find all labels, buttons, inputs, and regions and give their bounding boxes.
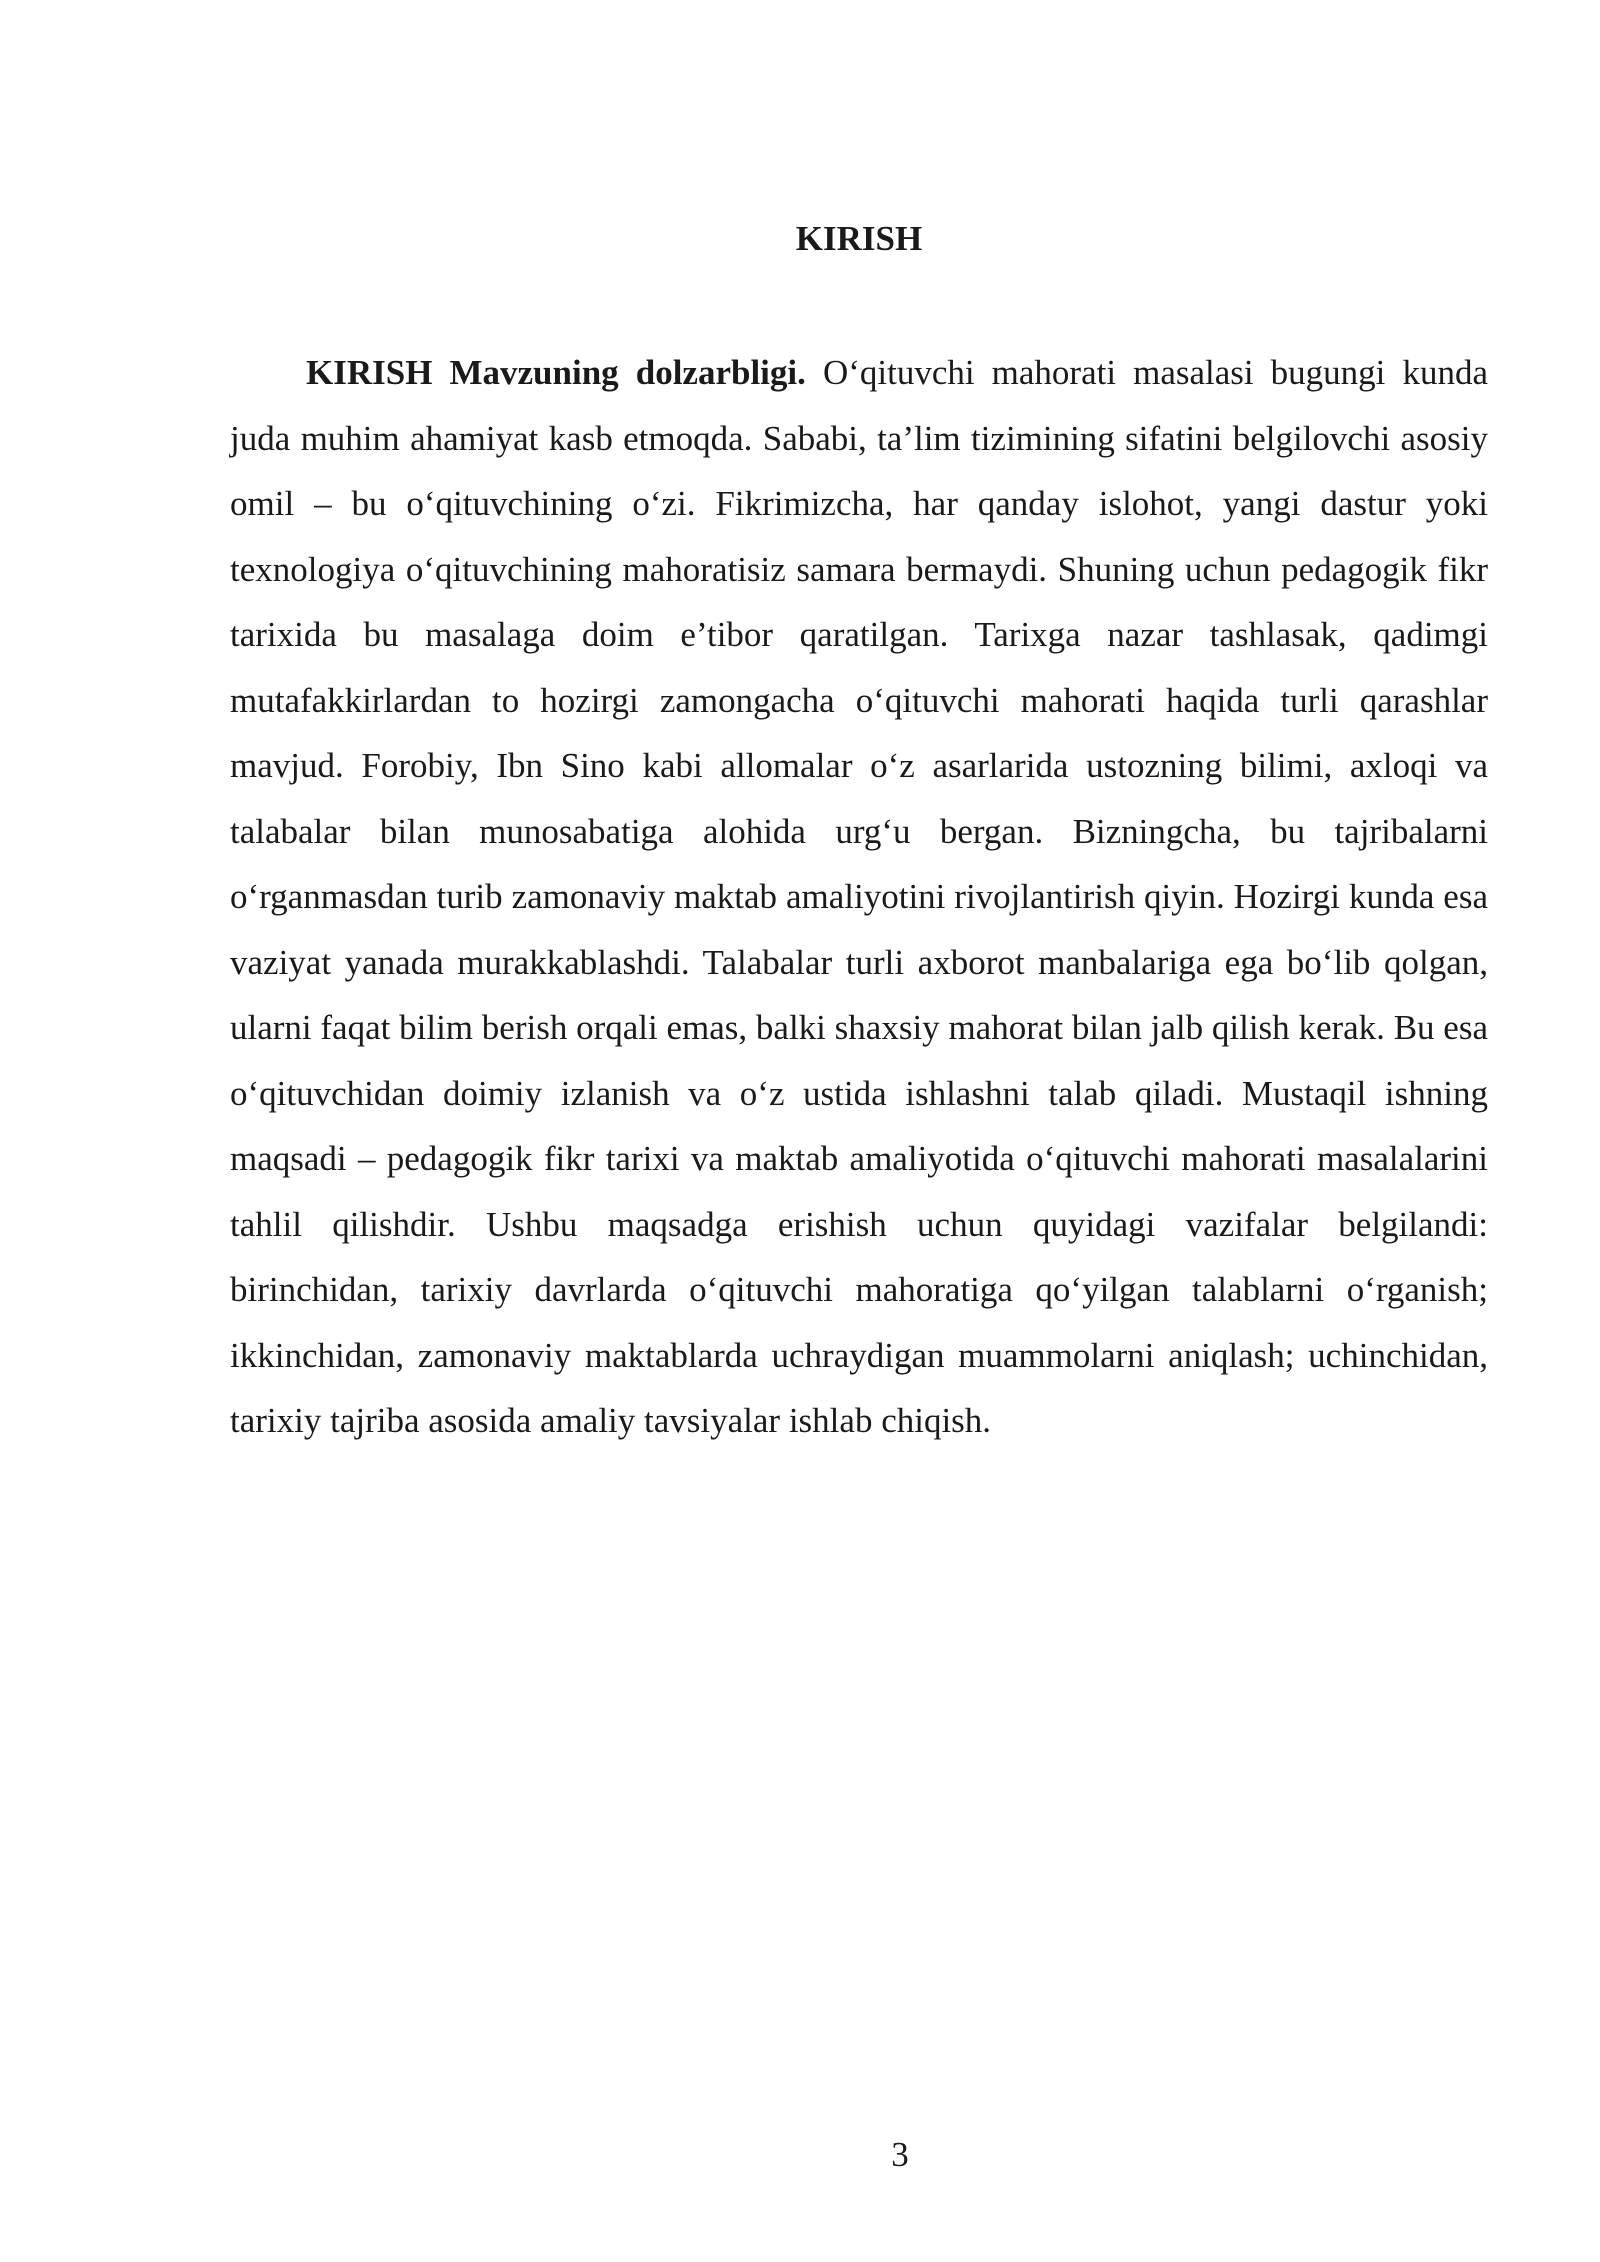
paragraph-lead: KIRISH Mavzuning dolzarbligi.	[306, 353, 806, 392]
section-heading: KIRISH	[795, 219, 923, 258]
page-number: 3	[891, 2135, 909, 2174]
paragraph-text: O‘qituvchi mahorati masalasi bugungi kunda juda muhim ahamiyat kasb etmoqda. Sababi, ta’lim tizimining sifatini belgilovchi asosiy omil – bu o‘qituvchining o‘zi. Fikrimizcha, har qanday islohot, yangi dastur yoki texnologiya o‘qituvchining mahoratisiz samara bermaydi. Shuning uchun pedagogik fikr tarixida bu masalaga doim e’tibor qaratilgan. Tarixga nazar tashlasak, qadimgi mutafakkirlardan to hozirgi zamongacha o‘qituvchi mahorati haqida turli qarashlar mavjud. Forobiy, Ibn Sino kabi allomalar o‘z asarlarida ustozning bilimi, axloqi va talabalar bilan munosabatiga alohida urg‘u bergan. Bizningcha, bu tajribalarni o‘rganmasdan turib zamonaviy maktab amaliyotini rivojlantirish qiyin. Hozirgi kunda esa vaziyat yanada murakkablashdi. Talabalar turli axborot manbalariga ega bo‘lib qolgan, ularni faqat bilim berish orqali emas, balki shaxsiy mahorat bilan jalb qilish kerak. Bu esa o‘qituvchidan doimiy izlanish va o‘z ustida ishlashni talab qiladi. Mustaqil ishning maqsadi – pedagogik fikr tarixi va maktab amaliyotida o‘qituvchi mahorati masalalarini tahlil qilishdir. Ushbu maqsadga erishish uchun quyidagi vazifalar belgilandi: birinchidan, tarixiy davrlarda o‘qituvchi mahoratiga qo‘yilgan talablarni o‘rganish; ikkinchidan, zamonaviy maktablarda uchraydigan muammolarni aniqlash; uchinchidan, tarixiy tajriba asosida amaliy tavsiyalar ishlab chiqish.	[230, 353, 1488, 1440]
body-paragraph	[230, 340, 1488, 1454]
